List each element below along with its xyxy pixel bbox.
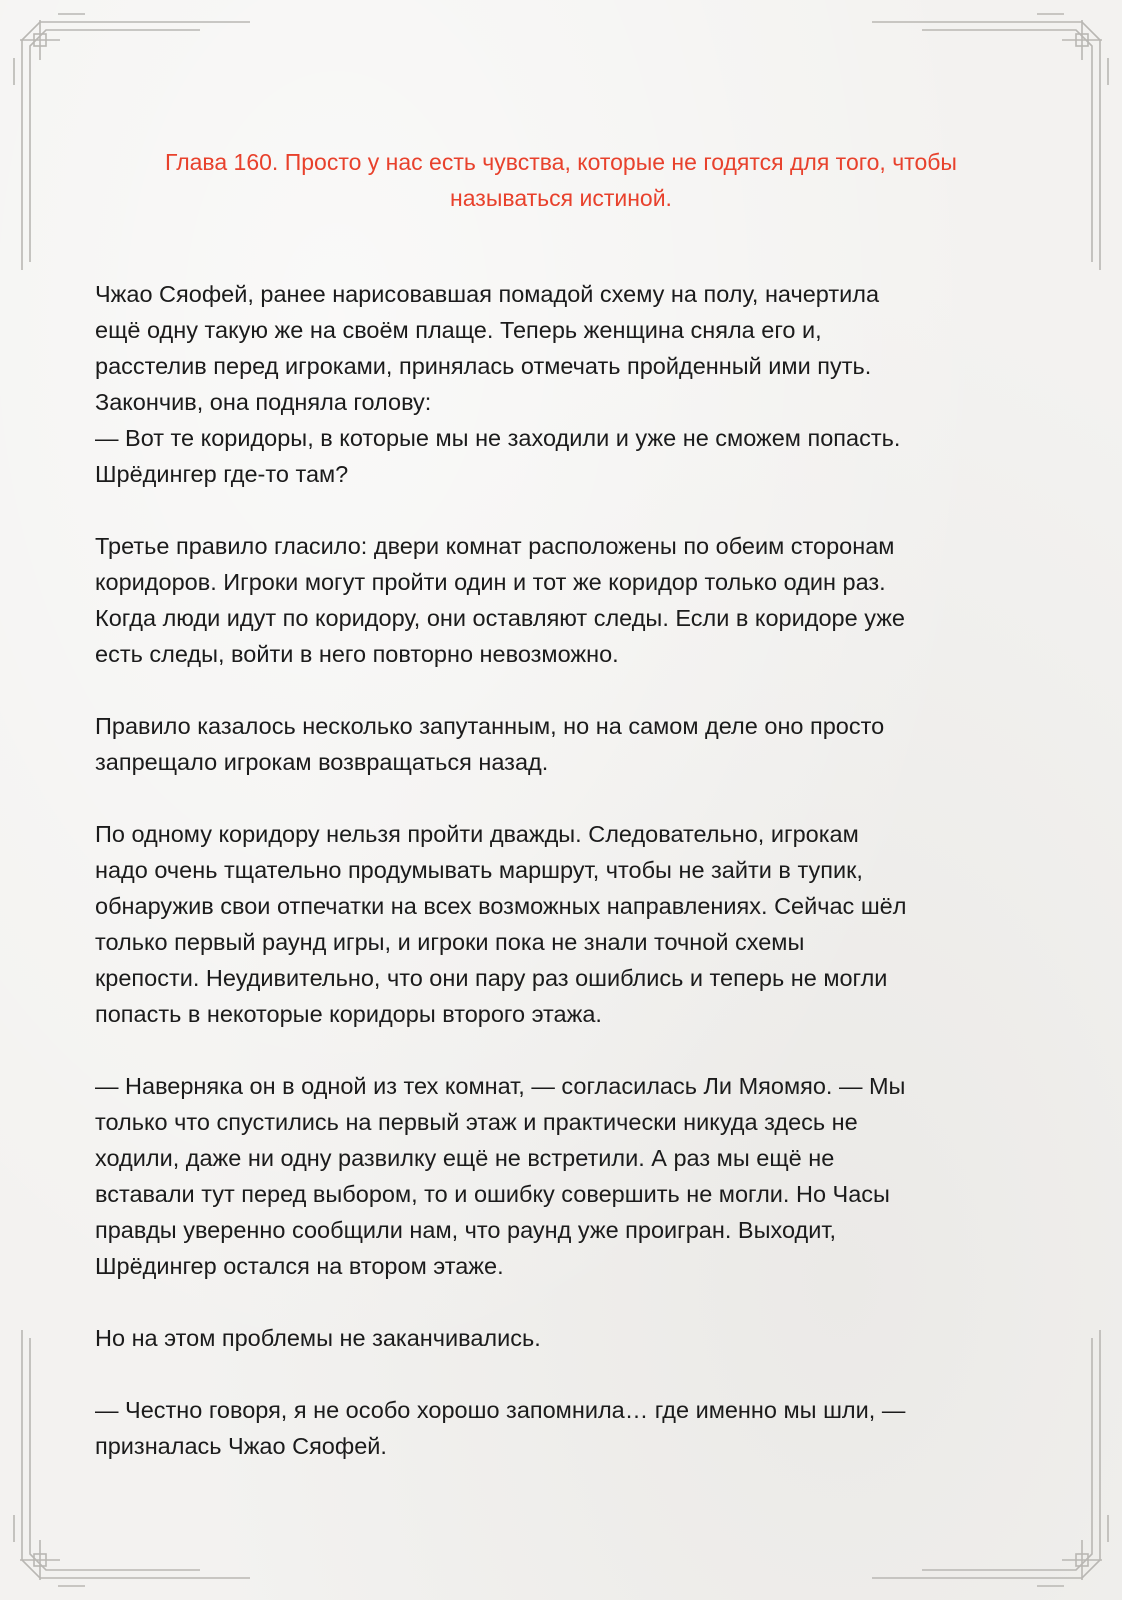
text-line: — Наверняка он в одной из тех комнат, — согласилась Ли Мяомяо. — Мы: [95, 1073, 906, 1099]
text-line: Закончив, она подняла голову:: [95, 389, 432, 415]
text-line: попасть в некоторые коридоры второго этажа.: [95, 1001, 602, 1027]
text-line: Шрёдингер остался на втором этаже.: [95, 1253, 504, 1279]
text-line: расстелив перед игроками, принялась отмечать пройденный ими путь.: [95, 353, 872, 379]
text-line: Правило казалось несколько запутанным, но на самом деле оно просто: [95, 713, 885, 739]
text-line: Шрёдингер где-то там?: [95, 461, 349, 487]
text-line: только что спустились на первый этаж и практически никуда здесь не: [95, 1109, 858, 1135]
text-line: только первый раунд игры, и игроки пока не знали точной схемы: [95, 929, 805, 955]
paragraph: [95, 276, 1035, 492]
text-line: призналась Чжао Сяофей.: [95, 1433, 387, 1459]
paragraph: [95, 1320, 1035, 1356]
text-line: Третье правило гласило: двери комнат расположены по обеим сторонам: [95, 533, 895, 559]
paragraph: [95, 1068, 1035, 1284]
text-line: есть следы, войти в него повторно невозможно.: [95, 641, 619, 667]
paragraph: [95, 1392, 1035, 1464]
text-line: — Вот те коридоры, в которые мы не заходили и уже не сможем попасть.: [95, 425, 901, 451]
text-line: правды уверенно сообщили нам, что раунд уже проигран. Выходит,: [95, 1217, 837, 1243]
text-line: — Честно говоря, я не особо хорошо запомнила… где именно мы шли, —: [95, 1397, 906, 1423]
chapter-title-line-1: Глава 160. Просто у нас есть чувства, которые не годятся для того, чтобы: [165, 149, 957, 175]
text-line: коридоров. Игроки могут пройти один и тот же коридор только один раз.: [95, 569, 886, 595]
chapter-title-line-2: называться истиной.: [450, 185, 672, 211]
text-line: Но на этом проблемы не заканчивались.: [95, 1325, 541, 1351]
chapter-body: [95, 276, 1035, 1500]
paragraph: [95, 816, 1035, 1032]
paragraph: [95, 708, 1035, 780]
text-line: запрещало игрокам возвращаться назад.: [95, 749, 549, 775]
text-line: Когда люди идут по коридору, они оставляют следы. Если в коридоре уже: [95, 605, 905, 631]
text-line: надо очень тщательно продумывать маршрут, чтобы не зайти в тупик,: [95, 857, 863, 883]
text-line: обнаружив свои отпечатки на всех возможных направлениях. Сейчас шёл: [95, 893, 907, 919]
text-line: вставали тут перед выбором, то и ошибку совершить не могли. Но Часы: [95, 1181, 890, 1207]
corner-ornament-top-left: [14, 14, 250, 270]
corner-ornament-top-right: [872, 14, 1108, 270]
text-line: По одному коридору нельзя пройти дважды. Следовательно, игрокам: [95, 821, 859, 847]
text-line: ещё одну такую же на своём плаще. Теперь женщина сняла его и,: [95, 317, 822, 343]
text-line: крепости. Неудивительно, что они пару раз ошиблись и теперь не могли: [95, 965, 888, 991]
paragraph: [95, 528, 1035, 672]
text-line: Чжао Сяофей, ранее нарисовавшая помадой схему на полу, начертила: [95, 281, 880, 307]
chapter-title: [96, 144, 1026, 216]
text-line: ходили, даже ни одну развилку ещё не встретили. А раз мы ещё не: [95, 1145, 835, 1171]
